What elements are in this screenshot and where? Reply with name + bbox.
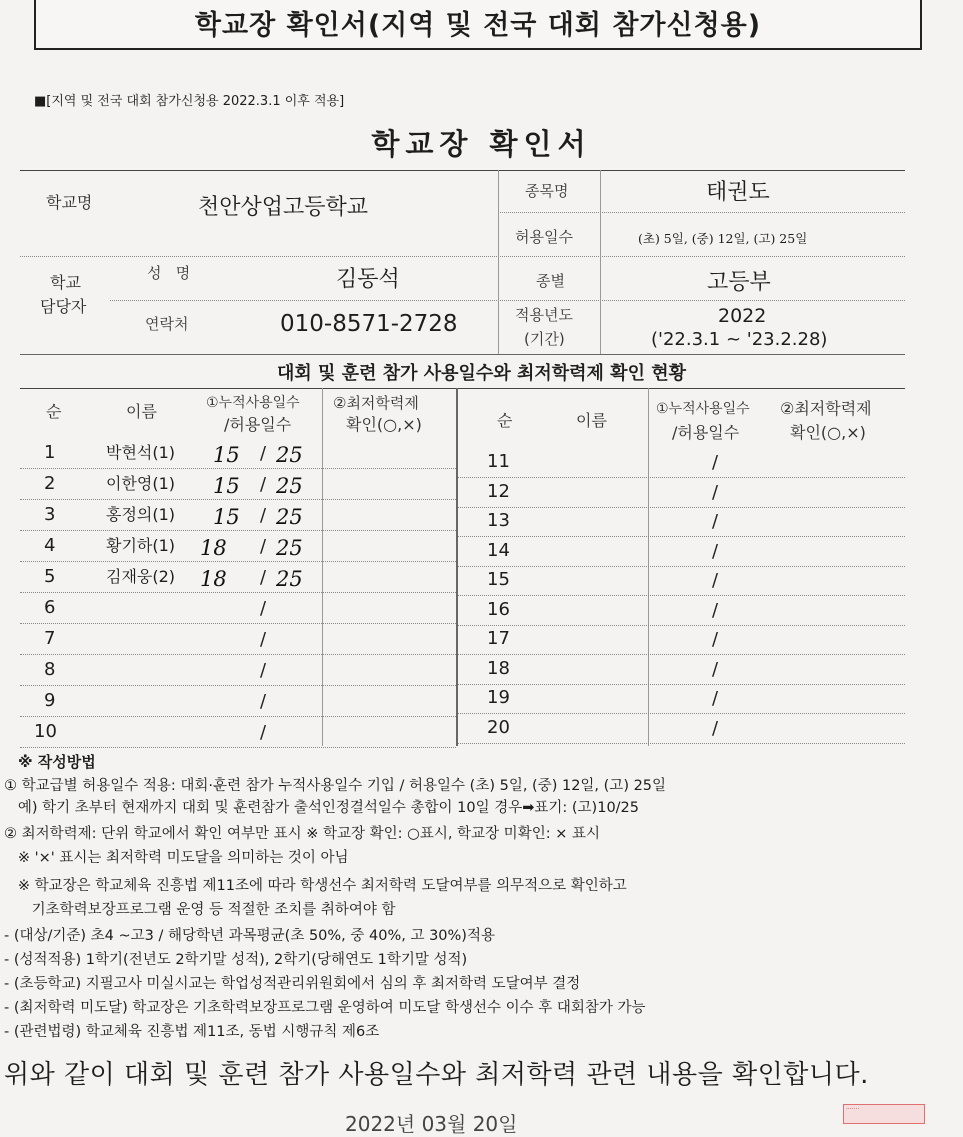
row-number: 17 <box>487 628 510 649</box>
row-number: 9 <box>44 690 56 711</box>
header-allowed-days-right: /허용일수 <box>672 423 740 442</box>
section-title: 대회 및 훈련 참가 사용일수와 최저학력제 확인 현황 <box>276 363 686 384</box>
banner-title: 학교장 확인서(지역 및 전국 대회 참가신청용) <box>34 0 922 50</box>
document-title: 학교장 확인서 <box>371 127 592 161</box>
info-column-divider <box>498 170 499 354</box>
used-days-handwritten: 15 <box>213 443 240 467</box>
days-separator: / <box>712 541 719 562</box>
method-line: 기초학력보장프로그램 운영 등 적절한 조치를 취하여야 함 <box>4 902 396 918</box>
allowed-days-handwritten: 25 <box>276 567 303 591</box>
table-row-divider <box>20 716 456 717</box>
row-number: 5 <box>44 566 56 587</box>
header-confirm: 확인(○,×) <box>346 415 422 434</box>
row-number: 3 <box>44 504 56 525</box>
days-separator: / <box>260 505 267 526</box>
method-line: - (성적적용) 1학기(전년도 2학기말 성적), 2학기(당해연도 1학기말 성적) <box>4 952 468 968</box>
used-days-handwritten: 18 <box>200 567 227 591</box>
year-label: 적용년도 <box>515 306 573 324</box>
header-no-right: 순 <box>497 411 513 430</box>
row-number: 1 <box>44 442 56 463</box>
info-bottom-border <box>20 354 905 355</box>
student-name: 황기하(1) <box>106 536 176 555</box>
row-number: 14 <box>487 540 510 561</box>
table-row-divider <box>458 654 905 655</box>
days-separator: / <box>260 474 267 495</box>
row-number: 4 <box>44 535 56 556</box>
days-separator: / <box>712 570 719 591</box>
header-name-right: 이름 <box>576 411 607 430</box>
days-separator: / <box>712 511 719 532</box>
days-separator: / <box>712 600 719 621</box>
table-row-divider <box>458 595 905 596</box>
table-row-divider <box>458 477 905 478</box>
period-label: (기간) <box>524 330 565 348</box>
table-row-divider <box>20 623 456 624</box>
staff-name-value: 김동석 <box>336 267 400 292</box>
allowed-days-handwritten: 25 <box>276 536 303 560</box>
days-separator: / <box>260 536 267 557</box>
header-used-days: ①누적사용일수 <box>206 395 300 411</box>
days-separator: / <box>260 443 267 464</box>
row-number: 7 <box>44 628 56 649</box>
name-label: 성 명 <box>147 264 191 282</box>
header-min-academic: ②최저학력제 <box>333 394 419 412</box>
allowed-days-handwritten: 25 <box>276 505 303 529</box>
method-line: ※ '×' 표시는 최저학력 미도달을 의미하는 것이 아님 <box>4 850 349 866</box>
info-column-divider <box>600 170 601 354</box>
row-number: 2 <box>44 473 56 494</box>
division-value: 고등부 <box>707 270 771 295</box>
school-name-label: 학교명 <box>46 193 93 212</box>
header-min-academic-right: ②최저학력제 <box>780 399 872 418</box>
days-separator: / <box>712 688 719 709</box>
days-separator: / <box>260 598 267 619</box>
student-name: 홍정의(1) <box>106 505 176 524</box>
days-separator: / <box>712 452 719 473</box>
staff-label-line2: 담당자 <box>40 297 87 316</box>
division-label: 종별 <box>536 272 565 290</box>
table-row-divider <box>458 536 905 537</box>
table-row-divider <box>458 625 905 626</box>
days-separator: / <box>260 660 267 681</box>
staff-label-line1: 학교 <box>50 273 81 292</box>
header-name: 이름 <box>126 402 157 421</box>
table-row-divider <box>20 747 456 748</box>
method-line: ② 최저학력제: 단위 학교에서 확인 여부만 표시 ※ 학교장 확인: ○표시, 학교장 미확인: × 표시 <box>4 826 600 842</box>
table-row-divider <box>20 530 456 531</box>
confirmation-statement: 위와 같이 대회 및 훈련 참가 사용일수와 최저학력 관련 내용을 확인합니다. <box>4 1060 869 1090</box>
student-name: 이한영(1) <box>106 474 176 493</box>
table-center-divider <box>456 388 458 746</box>
event-value: 태권도 <box>706 180 770 205</box>
used-days-handwritten: 15 <box>213 505 240 529</box>
table-col-divider <box>322 388 323 746</box>
header-no: 순 <box>46 402 62 421</box>
allowed-days-handwritten: 25 <box>276 443 303 467</box>
method-line: 예) 학기 초부터 현재까지 대회 및 훈련참가 출석인정결석일수 총합이 10일 경우➡표기: (고)10/25 <box>4 800 640 816</box>
used-days-handwritten: 15 <box>213 474 240 498</box>
row-number: 11 <box>487 451 510 472</box>
days-separator: / <box>260 567 267 588</box>
info-top-border <box>20 170 905 171</box>
row-number: 16 <box>487 599 510 620</box>
table-row-divider <box>20 592 456 593</box>
method-line: - (관련법령) 학교체육 진흥법 제11조, 동법 시행규칙 제6조 <box>4 1024 380 1040</box>
header-confirm-right: 확인(○,×) <box>790 423 866 442</box>
row-number: 19 <box>487 687 510 708</box>
school-name-value: 천안상업고등학교 <box>198 195 369 220</box>
applicability-note: ■[지역 및 전국 대회 참가신청용 2022.3.1 이후 적용] <box>34 94 345 109</box>
event-label: 종목명 <box>525 182 569 200</box>
table-row-divider <box>20 499 456 500</box>
days-separator: / <box>260 691 267 712</box>
signing-date: 2022년 03월 20일 <box>345 1112 518 1136</box>
period-value: ('22.3.1 ~ '23.2.28) <box>651 329 828 350</box>
student-name: 김재웅(2) <box>106 567 176 586</box>
contact-value: 010-8571-2728 <box>280 311 458 337</box>
row-number: 8 <box>44 659 56 680</box>
student-name: 박현석(1) <box>106 443 176 462</box>
contact-label: 연락처 <box>145 315 189 333</box>
header-used-days-right: ①누적사용일수 <box>656 401 750 417</box>
table-row-divider <box>458 507 905 508</box>
days-separator: / <box>712 482 719 503</box>
table-row-divider <box>458 713 905 714</box>
table-row-divider <box>458 566 905 567</box>
table-row-divider <box>20 468 456 469</box>
row-number: 20 <box>487 717 510 738</box>
row-number: 6 <box>44 597 56 618</box>
used-days-handwritten: 18 <box>200 536 227 560</box>
method-title: ※ 작성방법 <box>18 753 96 771</box>
days-separator: / <box>712 629 719 650</box>
table-col-divider <box>648 388 649 746</box>
method-line: ※ 학교장은 학교체육 진흥법 제11조에 따라 학생선수 최저학력 도달여부를 의무적으로 확인하고 <box>4 878 627 894</box>
days-separator: / <box>260 722 267 743</box>
row-number: 12 <box>487 481 510 502</box>
days-separator: / <box>260 629 267 650</box>
allowed-days-value: (초) 5일, (중) 12일, (고) 25일 <box>638 231 808 246</box>
allowed-days-label: 허용일수 <box>515 228 573 246</box>
row-number: 18 <box>487 658 510 679</box>
method-line: ① 학교급별 허용일수 적용: 대회·훈련 참가 누적사용일수 기입 / 허용일수 (초) 5일, (중) 12일, (고) 25일 <box>4 778 667 794</box>
table-row-divider <box>20 561 456 562</box>
days-separator: / <box>712 659 719 680</box>
info-divider <box>20 256 905 257</box>
row-number: 15 <box>487 569 510 590</box>
info-divider <box>110 300 905 301</box>
table-row-divider <box>20 685 456 686</box>
seal-stamp: ······· <box>843 1104 925 1124</box>
table-row-divider <box>458 684 905 685</box>
method-line: - (대상/기준) 초4 ~고3 / 해당학년 과목평균(초 50%, 중 40%, 고 30%)적용 <box>4 928 495 944</box>
table-top-border <box>20 388 905 389</box>
days-separator: / <box>712 718 719 739</box>
row-number: 10 <box>34 721 57 742</box>
year-value: 2022 <box>718 305 767 327</box>
table-row-divider <box>20 654 456 655</box>
allowed-days-handwritten: 25 <box>276 474 303 498</box>
method-line: - (초등학교) 지필고사 미실시교는 학업성적관리위원회에서 심의 후 최저학력 도달여부 결정 <box>4 976 581 992</box>
table-row-divider <box>458 743 905 744</box>
row-number: 13 <box>487 510 510 531</box>
info-divider <box>498 212 905 213</box>
header-allowed-days: /허용일수 <box>224 415 292 434</box>
method-line: - (최저학력 미도달) 학교장은 기초학력보장프로그램 운영하여 미도달 학생선수 이수 후 대회참가 가능 <box>4 1000 646 1016</box>
